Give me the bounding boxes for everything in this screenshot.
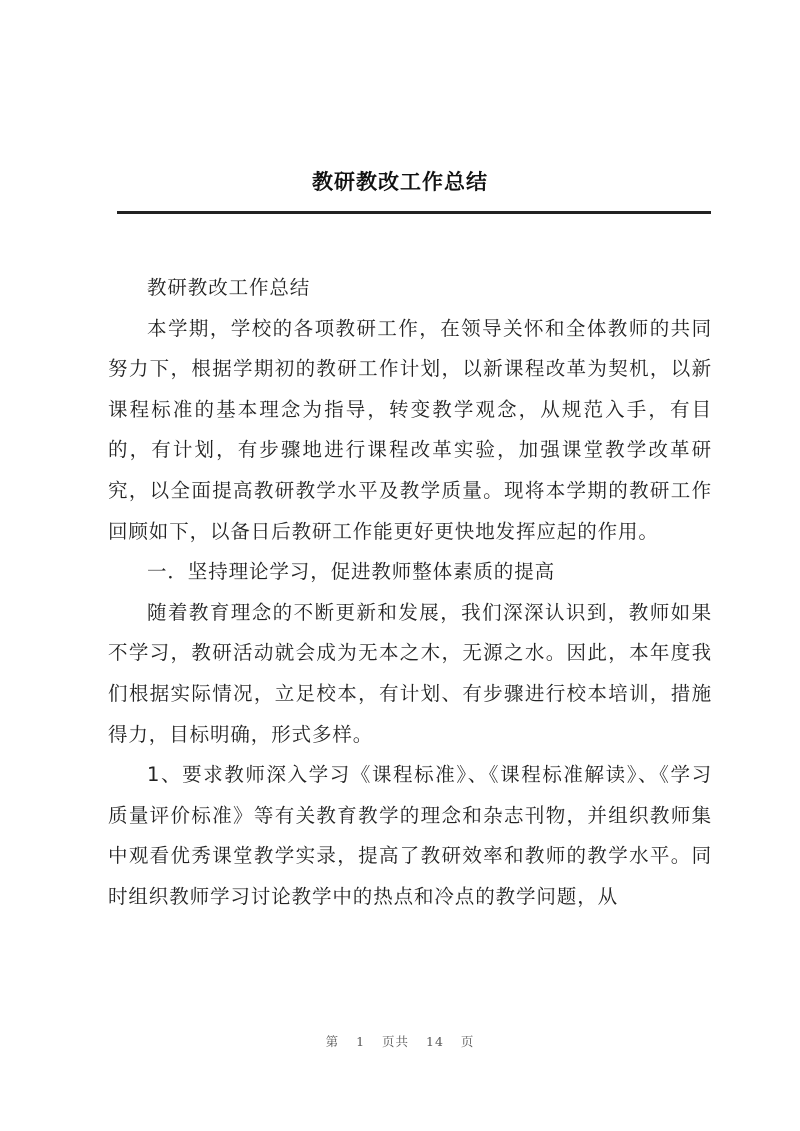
footer-prefix: 第 [325,1034,340,1049]
footer-total-pages: 14 [426,1034,444,1049]
footer-suffix: 页 [460,1034,475,1049]
body-paragraph-intro: 本学期，学校的各项教研工作，在领导关怀和全体教师的共同努力下，根据学期初的教研工作计划，以新课程改革为契机，以新课程标准的基本理念为指导，转变教学观念，从规范入手，有目的，有计划，有步骤地进行课程改革实验，加强课堂教学改革研究，以全面提高教研教学水平及教学质量。现将本学期的教研工作回顾如下，以备日后教研工作能更好更快地发挥应起的作用。 [108,316,712,543]
page-footer [0,1032,800,1050]
title-underline [117,211,711,214]
body-paragraph-heading: 教研教改工作总结 [147,276,311,299]
document-body [108,268,712,918]
document-title: 教研教改工作总结 [312,169,488,194]
footer-page-number: 1 [356,1034,366,1049]
body-paragraph-section1: 随着教育理念的不断更新和发展，我们深深认识到，教师如果不学习，教研活动就会成为无本之木，无源之水。因此，本年度我们根据实际情况，立足校本，有计划、有步骤进行校本培训，措施得力，目标明确，形式多样。 [108,600,712,746]
section-heading-1: 一．坚持理论学习，促进教师整体素质的提高 [147,560,556,584]
body-paragraph-item1: 1、要求教师深入学习《课程标准》、《课程标准解读》、《学习质量评价标准》等有关教育教学的理念和杂志刊物，并组织教师集中观看优秀课堂教学实录，提高了教研效率和教师的教学水平。同时组织教师学习讨论教学中的热点和冷点的教学问题，从 [108,763,712,908]
footer-middle: 页共 [382,1034,410,1049]
